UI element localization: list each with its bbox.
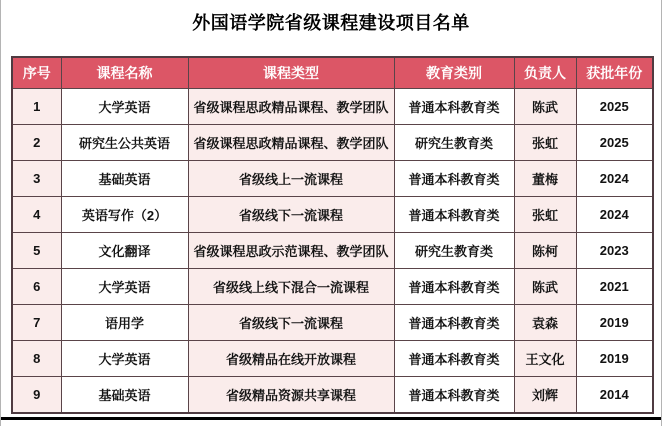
table-cell-course-type: 省级线上一流课程 bbox=[188, 161, 394, 197]
table-cell-leader: 陈武 bbox=[514, 89, 576, 125]
table-cell-approval-year: 2019 bbox=[576, 341, 653, 377]
table-cell-approval-year: 2025 bbox=[576, 125, 653, 161]
table-cell-course-type: 省级线下一流课程 bbox=[188, 305, 394, 341]
table-cell-education-category: 普通本科教育类 bbox=[394, 269, 514, 305]
table-cell-approval-year: 2023 bbox=[576, 233, 653, 269]
table-cell-course-type: 省级线下一流课程 bbox=[188, 197, 394, 233]
table-cell-course-name: 文化翻译 bbox=[61, 233, 188, 269]
table-cell-education-category: 普通本科教育类 bbox=[394, 197, 514, 233]
table-cell-course-name: 大学英语 bbox=[61, 341, 188, 377]
table-cell-course-type: 省级线上线下混合一流课程 bbox=[188, 269, 394, 305]
table-cell-leader: 刘辉 bbox=[514, 377, 576, 414]
table-cell-course-type: 省级精品资源共享课程 bbox=[188, 377, 394, 414]
header-cell-index: 序号 bbox=[12, 57, 61, 89]
table-cell-course-name: 大学英语 bbox=[61, 269, 188, 305]
page-title: 外国语学院省级课程建设项目名单 bbox=[192, 13, 470, 33]
table-cell-course-name: 语用学 bbox=[61, 305, 188, 341]
table-cell-course-name: 研究生公共英语 bbox=[61, 125, 188, 161]
table-cell-index: 5 bbox=[12, 233, 61, 269]
table-row bbox=[12, 377, 653, 414]
table-cell-education-category: 研究生教育类 bbox=[394, 125, 514, 161]
table-cell-course-type: 省级课程思政示范课程、教学团队 bbox=[188, 233, 394, 269]
table-cell-approval-year: 2021 bbox=[576, 269, 653, 305]
table-cell-index: 9 bbox=[12, 377, 61, 414]
table-cell-leader: 陈柯 bbox=[514, 233, 576, 269]
table-cell-index: 6 bbox=[12, 269, 61, 305]
table-cell-approval-year: 2024 bbox=[576, 161, 653, 197]
projects-table bbox=[11, 56, 654, 414]
table-cell-education-category: 普通本科教育类 bbox=[394, 89, 514, 125]
table-cell-course-type: 省级课程思政精品课程、教学团队 bbox=[188, 125, 394, 161]
table-cell-approval-year: 2014 bbox=[576, 377, 653, 414]
header-cell-leader: 负责人 bbox=[514, 57, 576, 89]
table-row bbox=[12, 89, 653, 125]
table-row bbox=[12, 197, 653, 233]
header-cell-education-category: 教育类别 bbox=[394, 57, 514, 89]
table-cell-leader: 张虹 bbox=[514, 197, 576, 233]
table-cell-index: 4 bbox=[12, 197, 61, 233]
table-cell-index: 8 bbox=[12, 341, 61, 377]
table-cell-index: 2 bbox=[12, 125, 61, 161]
table-cell-leader: 陈武 bbox=[514, 269, 576, 305]
table-cell-education-category: 普通本科教育类 bbox=[394, 305, 514, 341]
table-cell-course-name: 大学英语 bbox=[61, 89, 188, 125]
table-cell-leader: 王文化 bbox=[514, 341, 576, 377]
table-cell-approval-year: 2019 bbox=[576, 305, 653, 341]
table-row bbox=[12, 269, 653, 305]
table-cell-leader: 董梅 bbox=[514, 161, 576, 197]
table-cell-education-category: 普通本科教育类 bbox=[394, 161, 514, 197]
header-cell-approval-year: 获批年份 bbox=[576, 57, 653, 89]
table-header-row bbox=[12, 57, 653, 89]
table-row bbox=[12, 341, 653, 377]
page-bottom-rule bbox=[1, 417, 662, 420]
table-cell-approval-year: 2024 bbox=[576, 197, 653, 233]
table-cell-course-name: 基础英语 bbox=[61, 161, 188, 197]
table-row bbox=[12, 233, 653, 269]
table-cell-index: 1 bbox=[12, 89, 61, 125]
table-cell-course-type: 省级课程思政精品课程、教学团队 bbox=[188, 89, 394, 125]
table-cell-course-name: 基础英语 bbox=[61, 377, 188, 414]
table-cell-leader: 张虹 bbox=[514, 125, 576, 161]
table-cell-education-category: 普通本科教育类 bbox=[394, 341, 514, 377]
table-cell-education-category: 普通本科教育类 bbox=[394, 377, 514, 414]
table-cell-approval-year: 2025 bbox=[576, 89, 653, 125]
table-row bbox=[12, 125, 653, 161]
table-row bbox=[12, 305, 653, 341]
table-cell-course-name: 英语写作（2） bbox=[61, 197, 188, 233]
table-row bbox=[12, 161, 653, 197]
table-cell-course-type: 省级精品在线开放课程 bbox=[188, 341, 394, 377]
table-cell-index: 3 bbox=[12, 161, 61, 197]
table-cell-index: 7 bbox=[12, 305, 61, 341]
table-cell-education-category: 研究生教育类 bbox=[394, 233, 514, 269]
table-cell-leader: 袁森 bbox=[514, 305, 576, 341]
header-cell-course-type: 课程类型 bbox=[188, 57, 394, 89]
header-cell-course-name: 课程名称 bbox=[61, 57, 188, 89]
